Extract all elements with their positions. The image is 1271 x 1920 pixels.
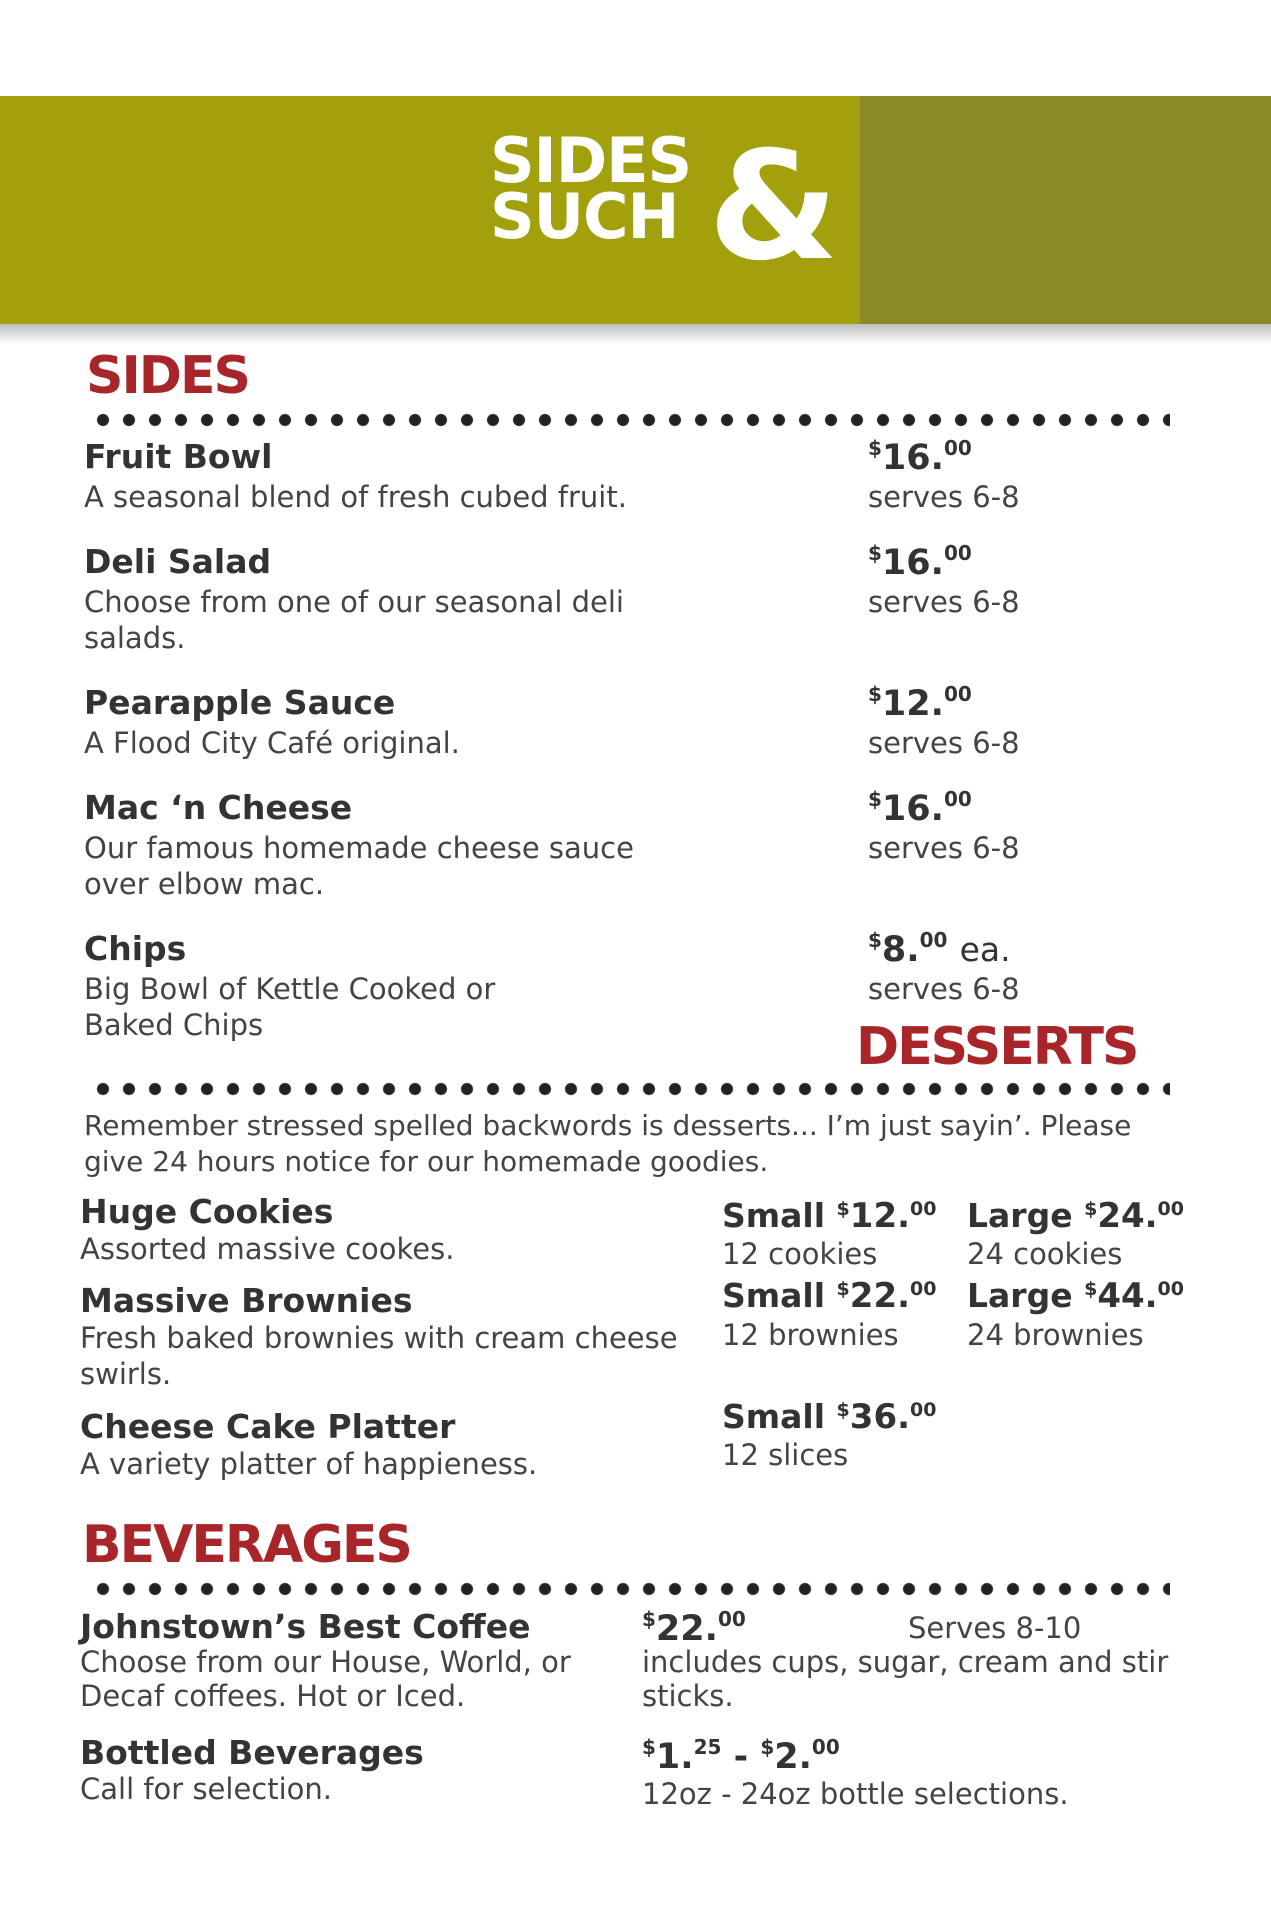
- menu-item-price: [868, 789, 972, 829]
- price-cents: 00: [717, 1607, 746, 1631]
- menu-item-desc: Fresh baked brownies with cream cheese swirls.: [80, 1321, 678, 1391]
- menu-item-name: Fruit Bowl: [84, 437, 273, 476]
- price-whole: 1.: [655, 1737, 694, 1777]
- price-whole: 22.: [849, 1276, 911, 1316]
- price-cents: 25: [693, 1735, 722, 1759]
- serving-size: serves 6-8: [868, 726, 1020, 760]
- currency-symbol: $: [836, 1198, 850, 1220]
- price-cents: 00: [943, 436, 972, 460]
- price-whole: 2.: [774, 1737, 812, 1777]
- dotted-divider: [90, 1082, 1170, 1096]
- price-cents: 00: [910, 1198, 937, 1220]
- menu-item-desc: Choose from our House, World, or Decaf coffees. Hot or Iced.: [80, 1645, 571, 1713]
- menu-item-name: Mac ‘n Cheese: [84, 788, 353, 827]
- banner-shadow: [0, 324, 1271, 344]
- price-cents: 00: [910, 1399, 937, 1421]
- menu-item-price: [868, 543, 972, 583]
- size-label: Small: [722, 1276, 826, 1315]
- currency-symbol: $: [868, 787, 882, 811]
- price-cents: 00: [943, 682, 972, 706]
- currency-symbol: $: [760, 1735, 775, 1759]
- small-price: [722, 1197, 936, 1235]
- desserts-note: Remember stressed spelled backwords is desserts... I’m just sayin’. Please give 24 hours notice for our homemade goodies.: [84, 1109, 1132, 1178]
- desserts-heading: DESSERTS: [856, 1017, 1138, 1077]
- dotted-divider: [90, 413, 1170, 427]
- small-count: 12 brownies: [722, 1318, 899, 1352]
- currency-symbol: $: [836, 1278, 850, 1300]
- currency-symbol: $: [868, 541, 882, 565]
- serving-size: Serves 8-10: [908, 1611, 1082, 1645]
- price-cents: 00: [811, 1735, 840, 1759]
- size-label: Small: [722, 1196, 826, 1235]
- large-count: 24 brownies: [967, 1318, 1144, 1352]
- large-price: [967, 1277, 1184, 1315]
- menu-item-name: Johnstown’s Best Coffee: [80, 1607, 531, 1646]
- currency-symbol: $: [836, 1399, 850, 1421]
- price-whole: 24.: [1097, 1196, 1158, 1236]
- menu-item-price: [868, 930, 1011, 970]
- price-whole: 16.: [881, 543, 944, 583]
- dotted-divider: [90, 1582, 1170, 1596]
- price-whole: 8.: [881, 930, 920, 970]
- price-whole: 22.: [655, 1609, 718, 1649]
- small-price: [722, 1398, 936, 1436]
- menu-item-desc: Big Bowl of Kettle Cooked or Baked Chips: [84, 972, 496, 1042]
- currency-symbol: $: [868, 928, 882, 952]
- price-whole: 44.: [1097, 1276, 1158, 1316]
- size-label: Large: [967, 1276, 1073, 1315]
- sides-heading: SIDES: [86, 346, 249, 406]
- sides-and-such-logo: [490, 120, 850, 294]
- price-separator: -: [721, 1737, 761, 1777]
- serving-size: serves 6-8: [868, 480, 1020, 514]
- currency-symbol: $: [642, 1735, 656, 1759]
- menu-item-name: Deli Salad: [84, 542, 272, 581]
- currency-symbol: $: [868, 682, 882, 706]
- beverage-detail: includes cups, sugar, cream and stir sticks.: [642, 1645, 1169, 1713]
- menu-item-name: Cheese Cake Platter: [80, 1407, 456, 1446]
- currency-symbol: $: [1084, 1198, 1098, 1220]
- menu-item-desc: A variety platter of happieness.: [80, 1447, 538, 1481]
- large-price: [967, 1197, 1184, 1235]
- price-whole: 16.: [881, 789, 944, 829]
- serving-size: serves 6-8: [868, 831, 1020, 865]
- beverage-detail: 12oz - 24oz bottle selections.: [642, 1777, 1069, 1811]
- size-label: Small: [722, 1397, 826, 1436]
- menu-item-name: Bottled Beverages: [80, 1733, 424, 1772]
- small-count: 12 cookies: [722, 1237, 878, 1271]
- beverages-heading: BEVERAGES: [82, 1515, 411, 1575]
- price-cents: 00: [919, 928, 948, 952]
- currency-symbol: $: [1084, 1278, 1098, 1300]
- menu-item-desc: Choose from one of our seasonal deli salads.: [84, 585, 624, 655]
- price-cents: 00: [943, 541, 972, 565]
- menu-item-price: [868, 684, 972, 724]
- menu-item-price: [868, 438, 972, 478]
- menu-item-name: Huge Cookies: [80, 1192, 334, 1231]
- logo-ampersand: &: [708, 120, 839, 294]
- size-label: Large: [967, 1196, 1073, 1235]
- price-cents: 00: [910, 1278, 937, 1300]
- price-suffix: ea.: [959, 930, 1011, 969]
- price-cents: 00: [1157, 1278, 1184, 1300]
- serving-size: serves 6-8: [868, 585, 1020, 619]
- menu-item-price: [642, 1737, 840, 1777]
- menu-item-desc: Our famous homemade cheese sauce over elbow mac.: [84, 831, 634, 901]
- menu-item-name: Chips: [84, 929, 187, 968]
- price-cents: 00: [943, 787, 972, 811]
- menu-item-name: Pearapple Sauce: [84, 683, 396, 722]
- logo-line-1: SIDES: [490, 124, 692, 197]
- menu-item-desc: A Flood City Café original.: [84, 726, 460, 760]
- currency-symbol: $: [642, 1607, 656, 1631]
- menu-item-name: Massive Brownies: [80, 1281, 413, 1320]
- small-count: 12 slices: [722, 1438, 849, 1472]
- small-price: [722, 1277, 936, 1315]
- price-whole: 36.: [849, 1397, 911, 1437]
- menu-item-desc: A seasonal blend of fresh cubed fruit.: [84, 480, 627, 514]
- serving-size: serves 6-8: [868, 972, 1020, 1006]
- large-count: 24 cookies: [967, 1237, 1123, 1271]
- price-whole: 12.: [881, 684, 944, 724]
- menu-item-price: [642, 1609, 746, 1649]
- menu-item-desc: Call for selection.: [80, 1772, 333, 1806]
- banner-dark-panel: [860, 96, 1271, 324]
- logo-line-2: SUCH: [490, 180, 679, 253]
- price-whole: 12.: [849, 1196, 911, 1236]
- menu-item-desc: Assorted massive cookes.: [80, 1232, 455, 1266]
- price-cents: 00: [1157, 1198, 1184, 1220]
- price-whole: 16.: [881, 438, 944, 478]
- currency-symbol: $: [868, 436, 882, 460]
